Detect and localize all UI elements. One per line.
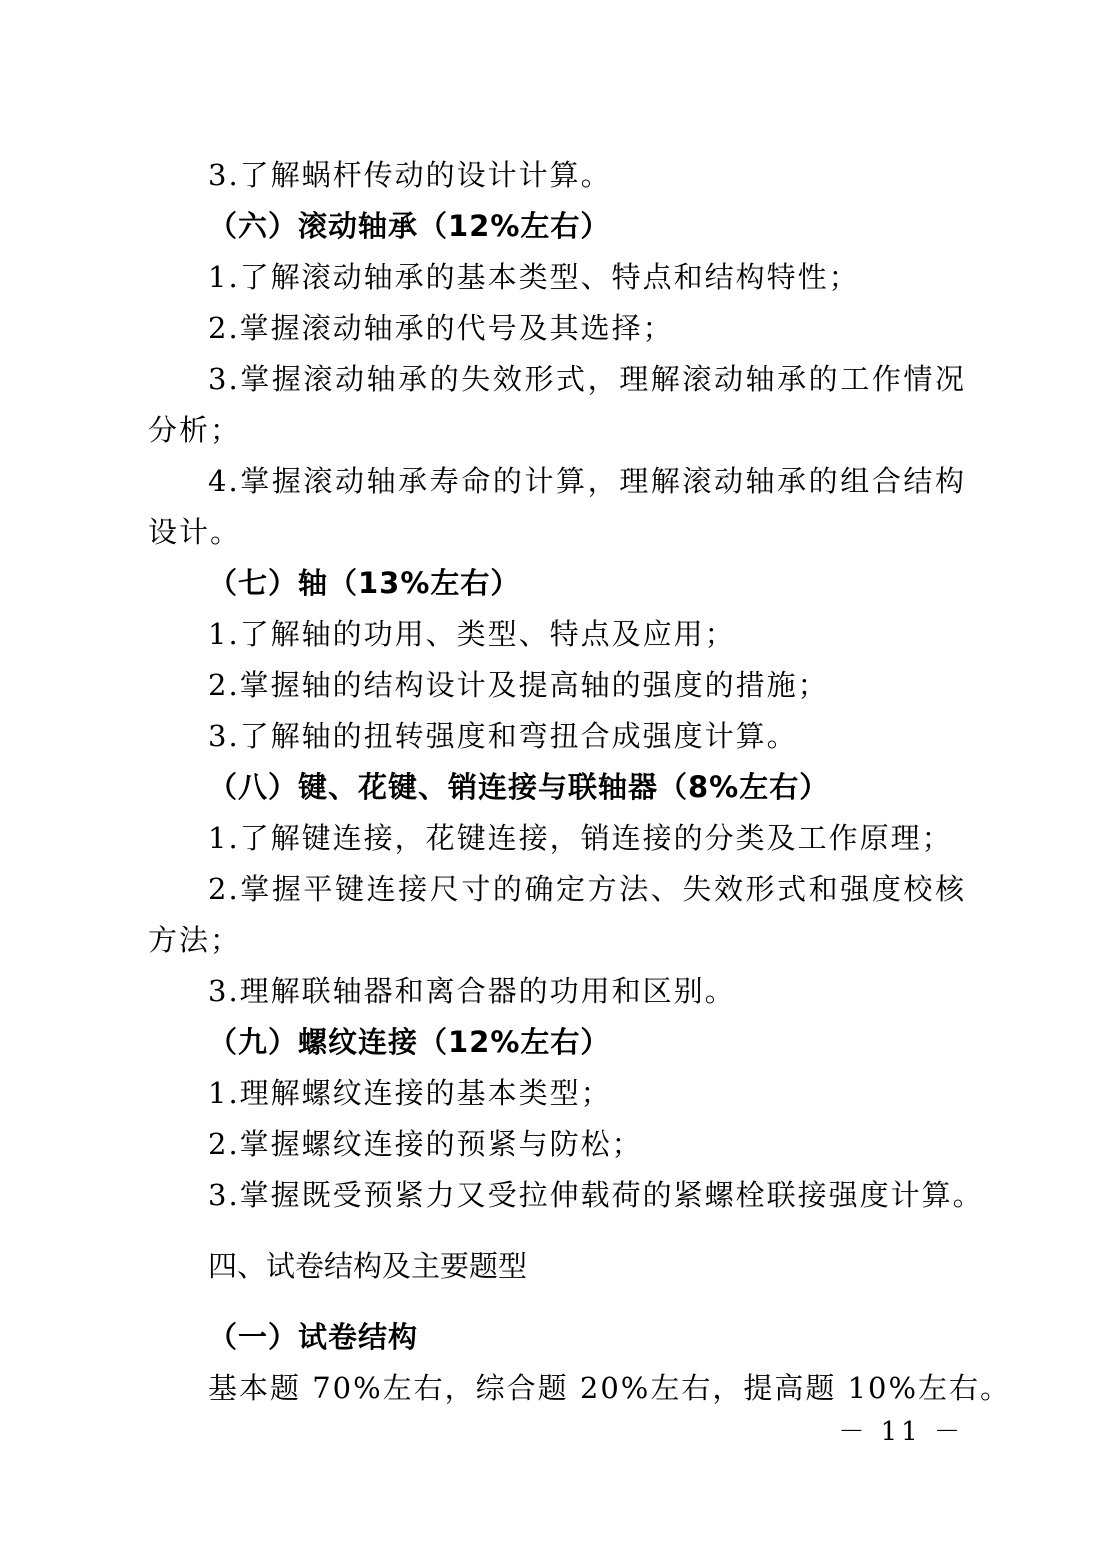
section-heading: （七）轴（13%左右） — [208, 566, 521, 600]
body-paragraph: 3.了解蜗杆传动的设计计算。 — [208, 158, 612, 192]
body-paragraph: 1.了解键连接，花键连接，销连接的分类及工作原理； — [208, 821, 953, 855]
body-paragraph: 2.掌握螺纹连接的预紧与防松； — [208, 1127, 643, 1161]
chapter-heading: 四、试卷结构及主要题型 — [208, 1249, 528, 1283]
body-paragraph: 3.理解联轴器和离合器的功用和区别。 — [208, 974, 736, 1008]
body-paragraph: 3.掌握既受预紧力又受拉伸载荷的紧螺栓联接强度计算。 — [208, 1178, 984, 1212]
body-paragraph: 1.理解螺纹连接的基本类型； — [208, 1076, 612, 1110]
body-paragraph: 1.了解滚动轴承的基本类型、特点和结构特性； — [208, 260, 860, 294]
body-paragraph: 基本题 70%左右，综合题 20%左右，提高题 10%左右。 — [208, 1371, 1012, 1405]
body-paragraph: 2.掌握轴的结构设计及提高轴的强度的措施； — [208, 668, 829, 702]
body-paragraph: 2.掌握滚动轴承的代号及其选择； — [208, 311, 674, 345]
document-body — [148, 150, 1012, 1414]
body-paragraph: 2.掌握平键连接尺寸的确定方法、失效形式和强度校核方法； — [148, 872, 966, 957]
section-heading: （六）滚动轴承（12%左右） — [208, 209, 611, 243]
body-paragraph: 4.掌握滚动轴承寿命的计算，理解滚动轴承的组合结构设计。 — [148, 464, 966, 549]
section-heading: （一）试卷结构 — [208, 1320, 419, 1354]
body-paragraph: 3.了解轴的扭转强度和弯扭合成强度计算。 — [208, 719, 798, 753]
body-paragraph: 1.了解轴的功用、类型、特点及应用； — [208, 617, 736, 651]
section-heading: （九）螺纹连接（12%左右） — [208, 1025, 611, 1059]
section-heading: （八）键、花键、销连接与联轴器（8%左右） — [208, 770, 830, 804]
page-number: － 11 － — [838, 1417, 964, 1447]
body-paragraph: 3.掌握滚动轴承的失效形式，理解滚动轴承的工作情况分析； — [148, 362, 966, 447]
